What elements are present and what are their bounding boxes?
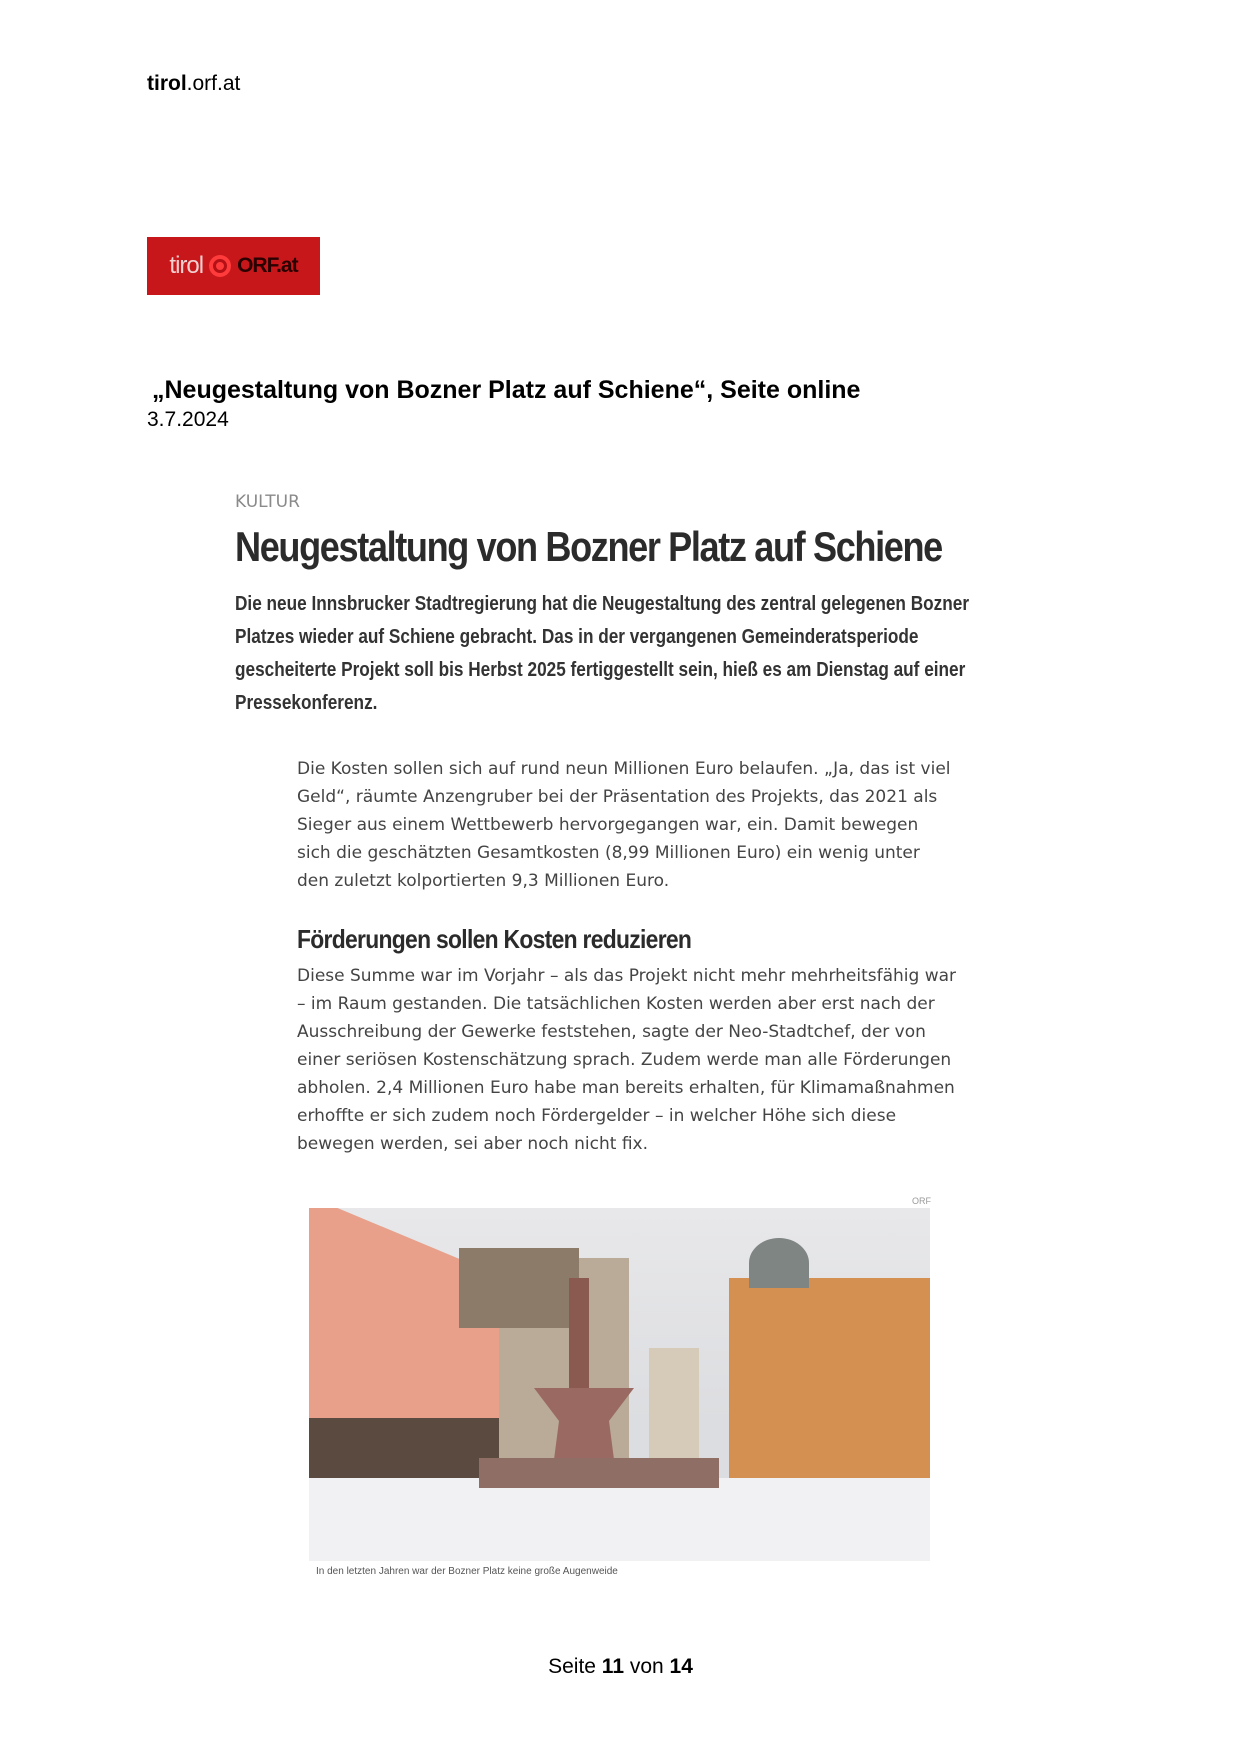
orf-tirol-logo: tirol ORF.at [147,237,320,295]
image-credit: ORF [912,1196,931,1206]
document-title: „Neugestaltung von Bozner Platz auf Schiene“, Seite online [152,376,861,404]
article-photo [309,1208,930,1561]
article-rubric: KULTUR [235,492,300,512]
site-name: tirol.orf.at [147,72,241,95]
orf-eye-icon [209,255,231,277]
document-date: 3.7.2024 [147,408,229,431]
image-caption: In den letzten Jahren war der Bozner Platz keine große Augenweide [316,1566,618,1577]
page-footer: Seite 11 von 14 [548,1655,693,1678]
article-paragraph: Diese Summe war im Vorjahr – als das Projekt nicht mehr mehrheitsfähig war – im Raum gestanden. Die tatsächlichen Kosten werden aber erst nach der Ausschreibung der Gewerke feststehen, sagte der Neo-Stadtchef, der von einer seriösen Kostenschätzung sprach. Zudem werde man alle Förderungen abholen. 2,4 Millionen Euro habe man bereits erhalten, für Klimamaßnahmen erhoffte er sich zudem noch Fördergelder – in welcher Höhe sich diese bewegen werden, sei aber noch nicht fix. [297,966,957,1154]
article-paragraph: Die Kosten sollen sich auf rund neun Millionen Euro belaufen. „Ja, das ist viel Geld“, räumte Anzengruber bei der Präsentation des Projekts, das 2021 als Sieger aus einem Wettbewerb hervorgegangen war, ein. Damit bewegen sich die geschätzten Gesamtkosten (8,99 Millionen Euro) ein wenig unter den zuletzt kolportierten 9,3 Millionen Euro. [297,759,951,891]
article-headline: Neugestaltung von Bozner Platz auf Schiene [235,523,942,570]
article-lead: Die neue Innsbrucker Stadtregierung hat die Neugestaltung des zentral gelegenen Bozner Platzes wieder auf Schiene gebracht. Das in der vergangenen Gemeinderatsperiode gescheiterte Projekt soll bis Herbst 2025 fertiggestellt sein, hieß es am Dienstag auf einer Pressekonferenz. [235,593,970,714]
article-subheading: Förderungen sollen Kosten reduzieren [297,924,692,954]
